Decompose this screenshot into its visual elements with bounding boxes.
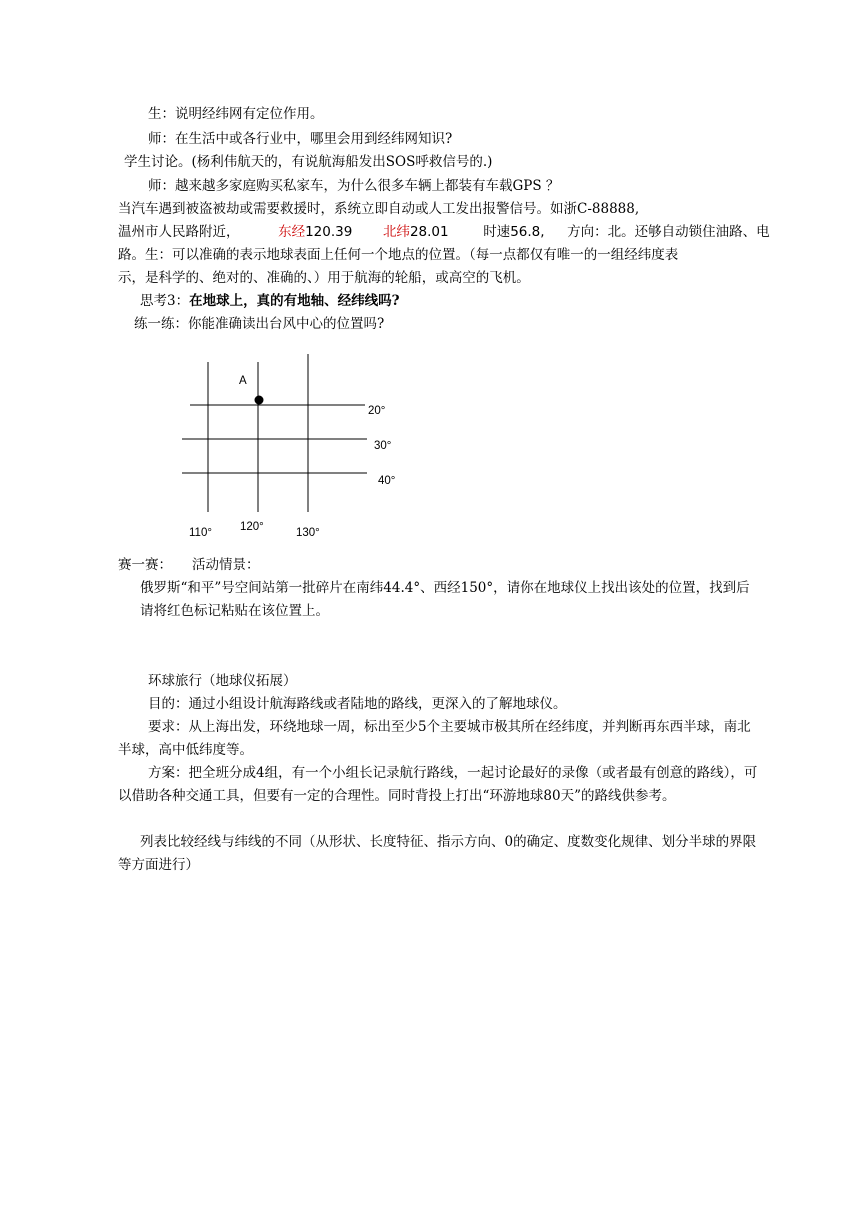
paragraph-4: 师：越来越多家庭购买私家车，为什么很多车辆上都装有车载GPS ？ (148, 178, 560, 194)
travel-title: 环球旅行（地球仪拓展） (148, 673, 297, 689)
lat-label-20: 20° (368, 405, 386, 417)
east-longitude-label: 东经 (278, 224, 306, 240)
north-latitude-label: 北纬 (382, 224, 410, 240)
lat-label-30: 30° (374, 440, 392, 452)
contest-label: 赛一赛： (118, 557, 172, 573)
speed-label: 时速 (483, 224, 511, 240)
lon-label-130: 130° (296, 527, 320, 539)
north-latitude-value: 28.01 (409, 224, 449, 240)
lon-label-120: 120° (240, 521, 264, 533)
lat-lon-grid-diagram (0, 0, 860, 560)
paragraph-8: 示，是科学的、绝对的、准确的、）用于航海的轮船，或高空的飞机。 (118, 270, 530, 286)
think-3-question: 在地球上，真的有地轴、经纬线吗? (189, 293, 400, 309)
direction-text: 方向：北。还够自动锁住油路、电 (567, 224, 770, 240)
lat-label-40: 40° (378, 475, 396, 487)
think-3-label: 思考3： (140, 293, 190, 309)
point-a-label: A (239, 375, 247, 387)
travel-compare: 列表比较经线与纬线的不同（从形状、长度特征、指示方向、0的确定、度数变化规律、划分半球的界限等方面进行） (118, 834, 757, 873)
paragraph-5: 当汽车遇到被盗被劫或需要救援时，系统立即自动或人工发出报警信号。如浙C-88888, (118, 201, 640, 217)
travel-plan: 方案：把全班分成4组，有一个小组长记录航行路线，一起讨论最好的录像（或者最有创意的路线），可以借助各种交通工具，但要有一定的合理性。同时背投上打出“环游地球80天”的路线供参考。 (118, 765, 758, 804)
lon-label-110: 110° (189, 527, 212, 539)
contest-heading (118, 555, 260, 575)
paragraph-2: 师：在生活中或各行业中，哪里会用到经纬网知识? (148, 131, 453, 147)
speed-value: 56.8, (510, 224, 545, 240)
paragraph-3: 学生讨论。(杨利伟航天的，有说航海船发出SOS呼救信号的.) (124, 154, 493, 170)
paragraph-1: 生：说明经纬网有定位作用。 (148, 106, 324, 122)
travel-requirement: 要求：从上海出发，环绕地球一周，标出至少5个主要城市极其所在经纬度，并判断再东西半球，南北半球，高中低纬度等。 (118, 719, 751, 758)
east-longitude-value: 120.39 (305, 224, 353, 240)
location-text: 温州市人民路附近， (118, 224, 240, 240)
point-a-marker (255, 396, 264, 405)
travel-goal: 目的：通过小组设计航海路线或者陆地的路线，更深入的了解地球仪。 (148, 696, 567, 712)
paragraph-7: 路。生：可以准确的表示地球表面上任何一个地点的位置。（每一点都仅有唯一的一组经纬度表 (118, 247, 679, 263)
contest-body: 俄罗斯“和平”号空间站第一批碎片在南纬44.4°、西经150°，请你在地球仪上找出该处的位置，找到后请将红色标记粘贴在该位置上。 (140, 580, 750, 619)
contest-scene: 活动情景： (192, 557, 260, 573)
practice-question: 练一练：你能准确读出台风中心的位置吗? (134, 316, 385, 332)
